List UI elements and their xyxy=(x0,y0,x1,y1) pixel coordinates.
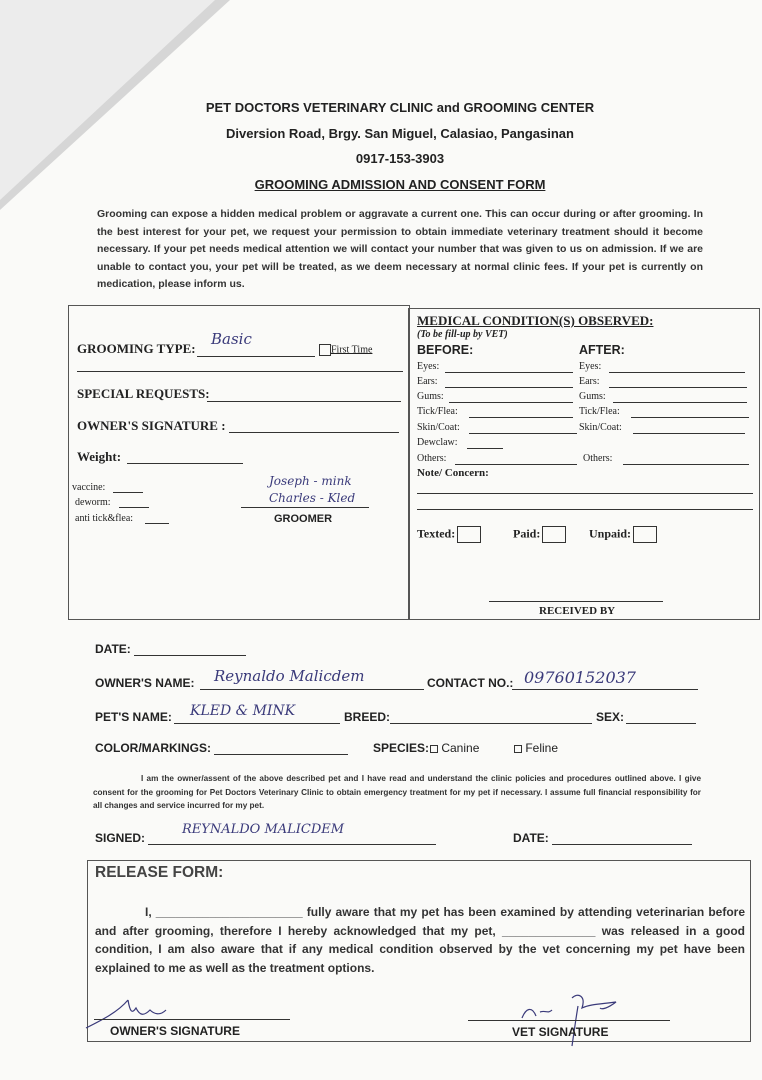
contact-value[interactable]: 09760152037 xyxy=(524,668,636,687)
texted-option[interactable]: Texted: xyxy=(417,526,481,543)
owner-name-label: OWNER'S NAME: xyxy=(95,676,195,690)
groomer-value-line1[interactable]: Joseph - mink xyxy=(269,474,352,488)
consent-paragraph: I am the owner/assent of the above described pet and I have read and understand the clinic policies and procedures outlined above. I give consent for the grooming for Pet Doctors Veterinary Clinic to obtain emergency treatment for my pet if necessary. I assume full financial responsibility for all changes and service incurred for my pet. xyxy=(93,774,701,810)
canine-checkbox[interactable] xyxy=(430,745,438,753)
paid-option[interactable]: Paid: xyxy=(513,526,566,543)
special-requests-label: SPECIAL REQUESTS: xyxy=(77,386,210,401)
after-gums-label: Gums: xyxy=(579,391,606,402)
breed-label: BREED: xyxy=(344,710,391,724)
sex-label: SEX: xyxy=(596,710,625,724)
intro-paragraph: Grooming can expose a hidden medical problem or aggravate a current one. This can occur during or after grooming. In the best interest for your pet, we request your permission to obtain immediate veterinary treatment should it become necessary. If your pet needs medical attention we will contact your number that was given to us on admission. If we are unable to contact you, your pet will be treated, as we deem necessary at normal clinic fees. If your pet is currently on medication, please inform us. xyxy=(97,208,703,291)
release-title: RELEASE FORM: xyxy=(95,864,224,881)
before-tickflea-label: Tick/Flea: xyxy=(417,406,458,417)
date-label: DATE: xyxy=(95,642,131,656)
grooming-type-label: GROOMING TYPE: xyxy=(77,341,196,356)
anti-tick-flea-label: anti tick&flea: xyxy=(75,513,134,524)
form-title: GROOMING ADMISSION AND CONSENT FORM xyxy=(254,177,546,192)
grooming-info-box xyxy=(68,305,410,620)
after-skincoat-label: Skin/Coat: xyxy=(579,422,622,433)
medical-condition-box xyxy=(408,308,760,620)
first-time-option[interactable]: First Time xyxy=(319,344,372,356)
date2-label: DATE: xyxy=(513,831,549,845)
after-ears-label: Ears: xyxy=(579,376,600,387)
signed-label: SIGNED: xyxy=(95,831,146,845)
pet-name-value[interactable]: KLED & MINK xyxy=(190,703,296,719)
before-others-label: Others: xyxy=(417,453,447,464)
after-tickflea-label: Tick/Flea: xyxy=(579,406,620,417)
after-eyes-label: Eyes: xyxy=(579,361,602,372)
after-others-label: Others: xyxy=(583,453,613,464)
paid-checkbox[interactable] xyxy=(542,526,566,543)
unpaid-checkbox[interactable] xyxy=(633,526,657,543)
species-canine-option[interactable]: Canine xyxy=(430,741,479,755)
clinic-address: Diversion Road, Brgy. San Miguel, Calasiao, Pangasinan xyxy=(226,126,574,141)
first-time-checkbox[interactable] xyxy=(319,344,331,356)
before-label: BEFORE: xyxy=(417,343,474,357)
owner-name-value[interactable]: Reynaldo Malicdem xyxy=(214,667,365,685)
received-by-label: RECEIVED BY xyxy=(539,605,616,617)
color-markings-label: COLOR/MARKINGS: xyxy=(95,741,211,755)
deworm-label: deworm: xyxy=(75,497,111,508)
groomer-label: GROOMER xyxy=(274,513,333,525)
species-feline-option[interactable]: Feline xyxy=(514,741,558,755)
signed-value[interactable]: REYNALDO MALICDEM xyxy=(182,822,345,837)
vaccine-label: vaccine: xyxy=(72,482,106,493)
release-paragraph: I, ______________________ fully aware that my pet has been examined by attending veterinarian before and after grooming, therefore I hereby acknowledged that my pet, ______________ was released in a good condition, I am also aware that if any medical condition observed by the vet concerning my pet have been explained to me as well as the treatment options. xyxy=(95,905,745,975)
after-label: AFTER: xyxy=(579,343,625,357)
clinic-phone: 0917-153-3903 xyxy=(355,151,445,166)
before-ears-label: Ears: xyxy=(417,376,438,387)
vet-signature-label: VET SIGNATURE xyxy=(512,1025,609,1039)
texted-checkbox[interactable] xyxy=(457,526,481,543)
note-concern-label: Note/ Concern: xyxy=(417,467,489,479)
before-skincoat-label: Skin/Coat: xyxy=(417,422,460,433)
owner-signature-label-release: OWNER'S SIGNATURE xyxy=(110,1024,240,1038)
grooming-type-value[interactable]: Basic xyxy=(211,330,252,348)
pet-name-label: PET'S NAME: xyxy=(95,710,172,724)
before-eyes-label: Eyes: xyxy=(417,361,440,372)
clinic-name: PET DOCTORS VETERINARY CLINIC and GROOMING CENTER xyxy=(205,100,595,115)
before-dewclaw-label: Dewclaw: xyxy=(417,437,458,448)
medical-subtitle: (To be fill-up by VET) xyxy=(417,329,508,340)
unpaid-option[interactable]: Unpaid: xyxy=(589,526,657,543)
before-gums-label: Gums: xyxy=(417,391,444,402)
species-label: SPECIES: xyxy=(373,741,430,755)
medical-title: MEDICAL CONDITION(S) OBSERVED: xyxy=(417,313,654,328)
owner-signature-label: OWNER'S SIGNATURE : xyxy=(77,418,226,433)
feline-checkbox[interactable] xyxy=(514,745,522,753)
vet-signature-mark xyxy=(512,988,662,1048)
contact-label: CONTACT NO.: xyxy=(427,676,514,690)
groomer-value-line2[interactable]: Charles - Kled xyxy=(269,491,356,505)
weight-label: Weight: xyxy=(77,449,122,464)
